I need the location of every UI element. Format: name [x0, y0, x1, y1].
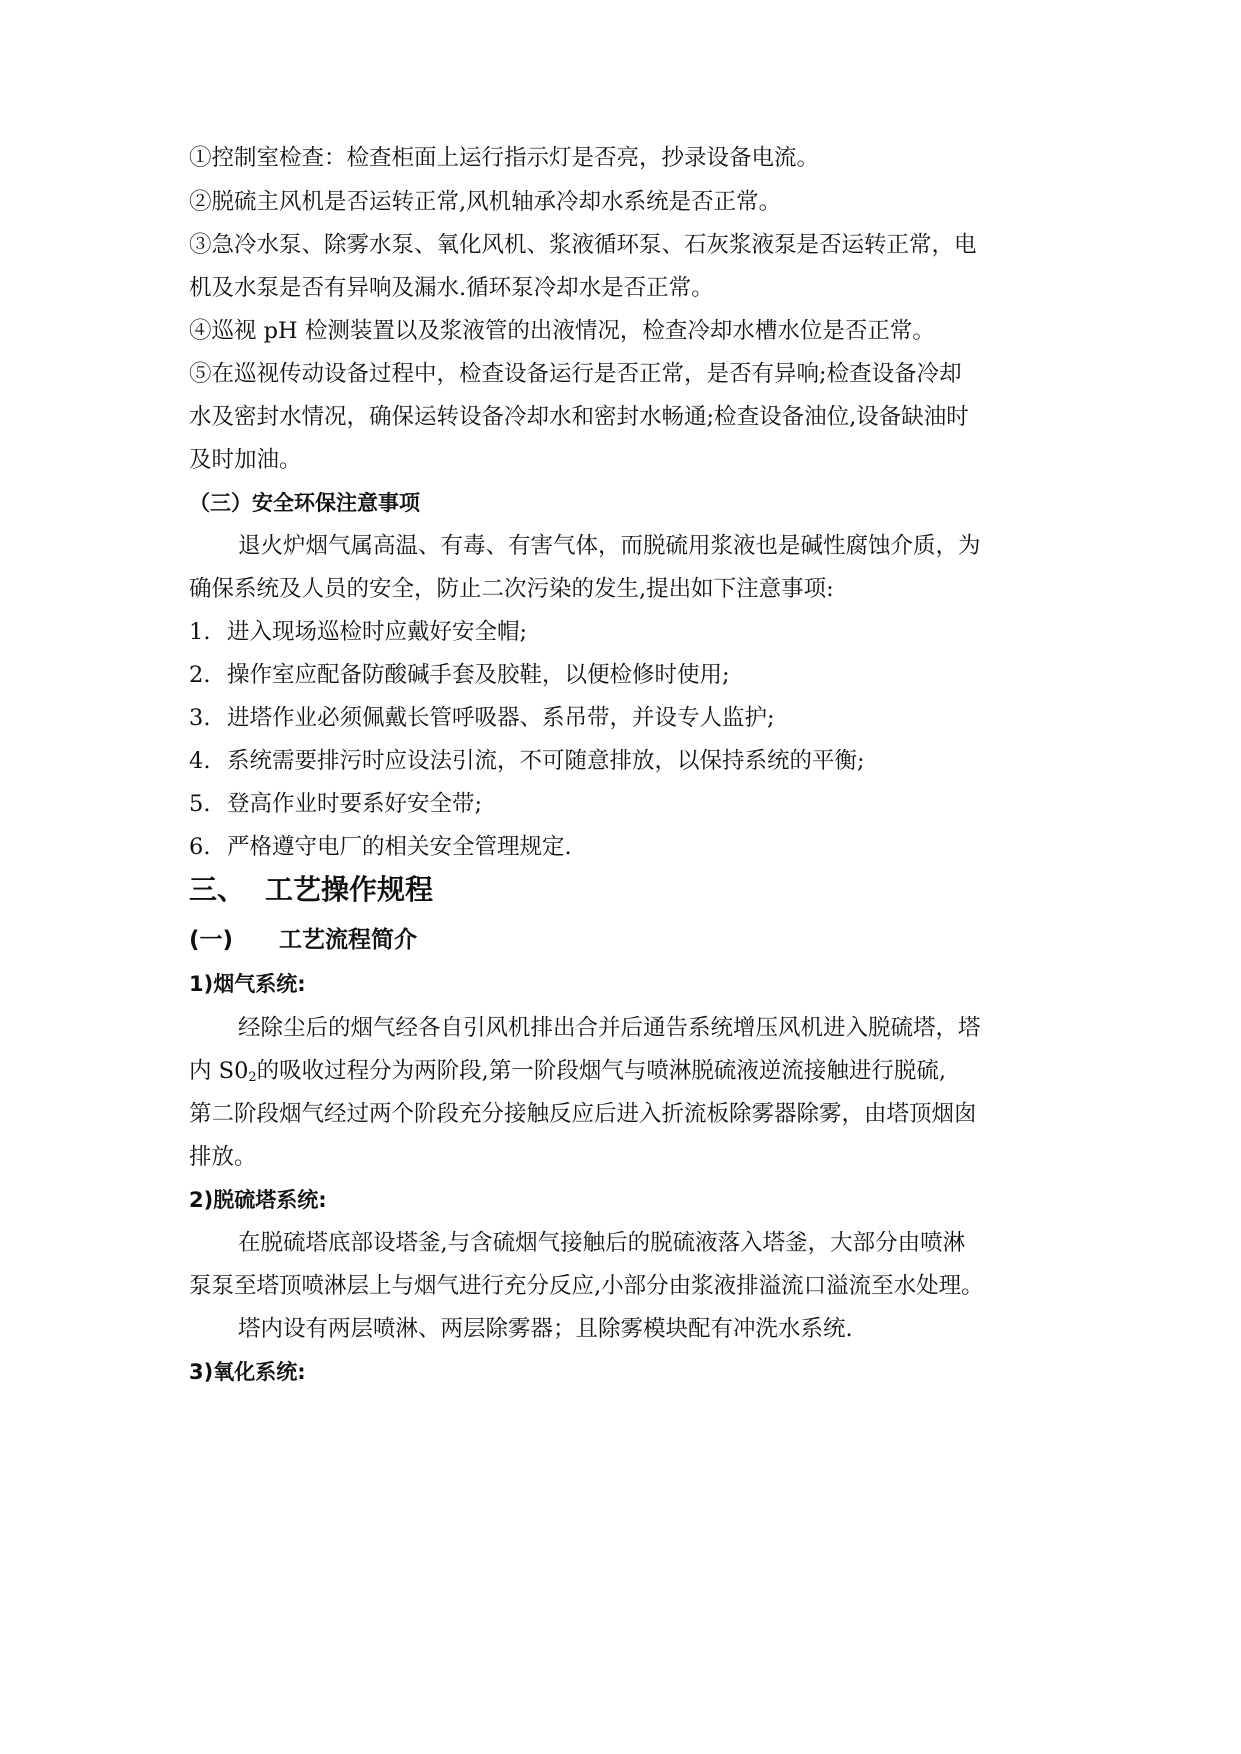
- tower-heading: 2)脱硫塔系统:: [189, 1188, 327, 1212]
- safety-item-number: 2.: [189, 662, 211, 688]
- flue-gas-line-2: [189, 1056, 1059, 1093]
- safety-item-text: 严格遵守电厂的相关安全管理规定.: [227, 834, 572, 860]
- safety-intro-line-2: 确保系统及人员的安全，防止二次污染的发生,提出如下注意事项:: [189, 576, 834, 602]
- inspection-item-3-cont: 机及水泵是否有异响及漏水.循环泵冷却水是否正常。: [189, 275, 714, 301]
- safety-item-5: [189, 789, 1059, 819]
- safety-item-number: 3.: [189, 705, 211, 731]
- safety-item-number: 6.: [189, 834, 211, 860]
- subsection-title: 工艺流程简介: [279, 927, 418, 953]
- safety-item-text: 系统需要排污时应设法引流，不可随意排放，以保持系统的平衡;: [227, 748, 865, 774]
- safety-item-number: 4.: [189, 748, 211, 774]
- oxidation-heading: 3)氧化系统:: [189, 1360, 306, 1384]
- inspection-item-4: ④巡视 pH 检测装置以及浆液管的出液情况，检查冷却水槽水位是否正常。: [189, 318, 935, 344]
- safety-item-number: 5.: [189, 791, 211, 817]
- safety-item-text: 登高作业时要系好安全带;: [227, 791, 483, 817]
- inspection-item-5: ⑤在巡视传动设备过程中，检查设备运行是否正常，是否有异响;检查设备冷却: [189, 361, 962, 387]
- chapter-title: 工艺操作规程: [265, 873, 434, 906]
- safety-heading: （三）安全环保注意事项: [189, 491, 420, 515]
- safety-item-1: [189, 617, 1059, 647]
- flue-gas-heading: 1)烟气系统:: [189, 972, 306, 996]
- tower-line-2: 泵泵至塔顶喷淋层上与烟气进行充分反应,小部分由浆液排溢流口溢流至水处理。: [189, 1273, 984, 1299]
- flue-gas-line-3: 第二阶段烟气经过两个阶段充分接触反应后进入折流板除雾器除雾，由塔顶烟囱: [189, 1101, 977, 1127]
- subsection-number: (一): [189, 927, 234, 953]
- safety-item-2: [189, 660, 1059, 690]
- safety-item-6: [189, 832, 1059, 862]
- chapter-heading: [189, 872, 1059, 908]
- tower-line-3: 塔内设有两层喷淋、两层除雾器；且除雾模块配有冲洗水系统.: [238, 1316, 853, 1342]
- flue-gas-line-2-pre: 内 S0: [189, 1058, 249, 1084]
- safety-item-text: 操作室应配备防酸碱手套及胶鞋，以便检修时使用;: [227, 662, 730, 688]
- safety-item-3: [189, 703, 1059, 733]
- so2-subscript: 2: [248, 1070, 257, 1085]
- inspection-item-5-cont2: 及时加油。: [189, 447, 302, 473]
- inspection-item-3: ③急冷水泵、除雾水泵、氧化风机、浆液循环泵、石灰浆液泵是否运转正常，电: [189, 232, 977, 258]
- tower-line-1: 在脱硫塔底部设塔釜,与含硫烟气接触后的脱硫液落入塔釜，大部分由喷淋: [238, 1230, 966, 1256]
- inspection-item-5-cont: 水及密封水情况，确保运转设备冷却水和密封水畅通;检查设备油位,设备缺油时: [189, 404, 969, 430]
- subsection-heading: [189, 925, 1059, 955]
- flue-gas-line-1: 经除尘后的烟气经各自引风机排出合并后通告系统增压风机进入脱硫塔，塔: [238, 1015, 981, 1041]
- safety-item-text: 进入现场巡检时应戴好安全帽;: [227, 619, 528, 645]
- flue-gas-line-4: 排放。: [189, 1144, 257, 1170]
- safety-item-number: 1.: [189, 619, 211, 645]
- chapter-number: 三、: [189, 873, 246, 906]
- safety-item-text: 进塔作业必须佩戴长管呼吸器、系吊带，并设专人监护;: [227, 705, 775, 731]
- safety-intro-line-1: 退火炉烟气属高温、有毒、有害气体，而脱硫用浆液也是碱性腐蚀介质，为: [238, 533, 981, 559]
- inspection-item-1: ①控制室检查：检查柜面上运行指示灯是否亮，抄录设备电流。: [189, 145, 820, 171]
- safety-item-4: [189, 746, 1059, 776]
- inspection-item-2: ②脱硫主风机是否运转正常,风机轴承冷却水系统是否正常。: [189, 189, 782, 215]
- flue-gas-line-2-post: 的吸收过程分为两阶段,第一阶段烟气与喷淋脱硫液逆流接触进行脱硫,: [256, 1058, 946, 1084]
